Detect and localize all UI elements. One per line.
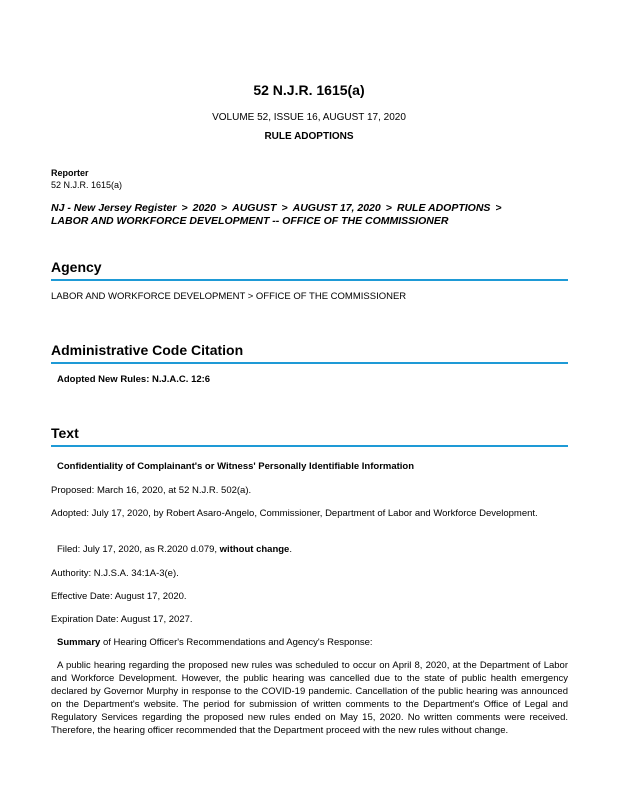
breadcrumb-item-month[interactable]: AUGUST — [232, 202, 277, 214]
authority-line: Authority: N.J.S.A. 34:1A-3(e). — [51, 568, 179, 579]
summary-line — [51, 636, 574, 649]
document-title: 52 N.J.R. 1615(a) — [253, 82, 365, 98]
adopted-line: Adopted: July 17, 2020, by Robert Asaro-Angelo, Commissioner, Department of Labor and Workforce Development. — [51, 508, 538, 519]
breadcrumb-item-section[interactable]: RULE ADOPTIONS — [396, 202, 491, 214]
breadcrumb-separator: > — [385, 202, 392, 214]
filed-text: Filed: July 17, 2020, as R.2020 d.079, — [57, 544, 218, 555]
expiration-date-line: Expiration Date: August 17, 2027. — [51, 614, 193, 625]
agency-value: LABOR AND WORKFORCE DEVELOPMENT > OFFICE OF THE COMMISSIONER — [51, 291, 407, 302]
reporter-label: Reporter — [51, 168, 89, 178]
breadcrumb-separator: > — [181, 202, 188, 214]
agency-heading: Agency — [51, 259, 568, 281]
breadcrumb-separator: > — [281, 202, 288, 214]
breadcrumb-separator: > — [220, 202, 228, 214]
text-heading: Text — [51, 425, 568, 447]
filed-suffix: . — [289, 544, 292, 555]
admin-code-value: Adopted New Rules: N.J.A.C. 12:6 — [57, 374, 211, 385]
breadcrumb-item-register[interactable]: NJ - New Jersey Register — [51, 202, 177, 214]
hearing-paragraph: A public hearing regarding the proposed new rules was scheduled to occur on April 8, 2020, at the Department of Labor and Workforce Development. However, the public hearing was cancelled due to the state of public health emergency declared by Governor Murphy in response to the COVID-19 pandemic. Cancellation of the public hearing was announced on the Department's website. The period for submission of written comments to the Department's Office of Legal and Regulatory Services regarding the proposed new rules ended on May 15, 2020. No written comments were received. Therefore, the hearing officer recommended that the Department proceed with the new rules without change. — [51, 660, 568, 736]
breadcrumb — [51, 202, 571, 228]
volume-issue-line: VOLUME 52, ISSUE 16, AUGUST 17, 2020 — [212, 112, 406, 123]
filed-emphasis: without change — [219, 544, 290, 555]
breadcrumb-separator: > — [495, 202, 502, 214]
summary-label: Summary — [57, 637, 101, 648]
section-label: RULE ADOPTIONS — [264, 131, 354, 142]
breadcrumb-item-issue-date[interactable]: AUGUST 17, 2020 — [292, 202, 381, 214]
effective-date-line: Effective Date: August 17, 2020. — [51, 591, 187, 602]
reporter-value: 52 N.J.R. 1615(a) — [51, 180, 123, 190]
summary-text: of Hearing Officer's Recommendations and Agency's Response: — [100, 637, 373, 648]
filed-line — [51, 543, 574, 556]
rule-title: Confidentiality of Complainant's or Witness' Personally Identifiable Information — [57, 461, 415, 472]
breadcrumb-item-agency[interactable]: LABOR AND WORKFORCE DEVELOPMENT -- OFFICE OF THE COMMISSIONER — [51, 215, 449, 227]
proposed-line: Proposed: March 16, 2020, at 52 N.J.R. 502(a). — [51, 485, 252, 496]
breadcrumb-item-year[interactable]: 2020 — [192, 202, 216, 214]
admin-code-heading: Administrative Code Citation — [51, 342, 568, 364]
